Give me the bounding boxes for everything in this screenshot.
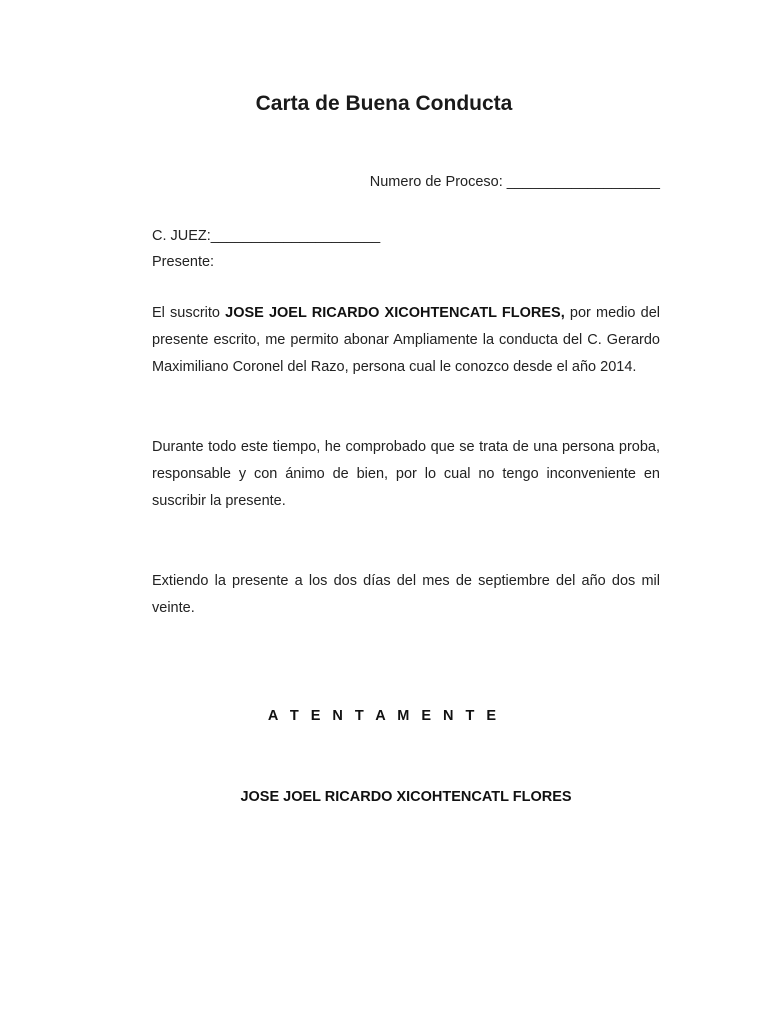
paragraph-intro-rest: por medio del presente escrito, me permito abonar Ampliamente la conducta del C. Gerardo Maximiliano Coronel del Razo, persona cual le conozco desde el año 2014. — [152, 305, 660, 375]
juez-line: C. JUEZ:_____________________ — [152, 228, 381, 244]
author-name-inline: JOSE JOEL RICARDO XICOHTENCATL FLORES, — [225, 305, 565, 321]
closing-atentamente: A T E N T A M E N T E — [267, 708, 501, 724]
paragraph-introduction — [152, 300, 660, 381]
document-title: Carta de Buena Conducta — [255, 92, 513, 115]
paragraph-character-statement: Durante todo este tiempo, he comprobado que se trata de una persona proba, responsable y con ánimo de bien, por lo cual no tengo inconveniente en suscribir la presente. — [152, 439, 660, 509]
presente-label: Presente: — [152, 254, 215, 270]
paragraph-date-statement: Extiendo la presente a los dos días del mes de septiembre del año dos mil veinte. — [152, 573, 660, 616]
signature-name: JOSE JOEL RICARDO XICOHTENCATL FLORES — [240, 789, 572, 805]
numero-proceso-line: Numero de Proceso: ___________________ — [369, 174, 660, 190]
paragraph-intro-text: El suscrito — [152, 305, 226, 321]
